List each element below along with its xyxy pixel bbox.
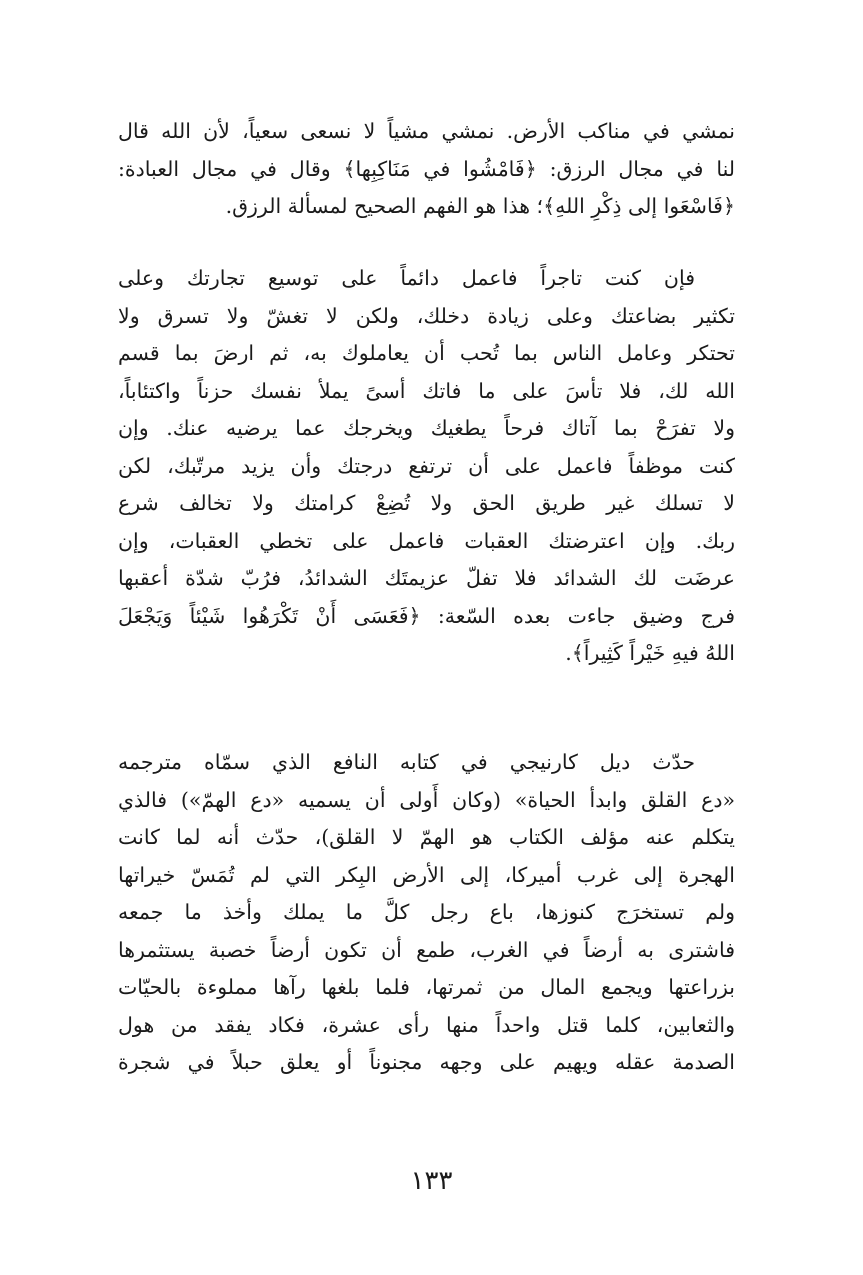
paragraph-line: فرج وضيق جاءت بعده السّعة: ﴿فَعَسَى أَنْ تَكْرَهُوا شَيْئاً وَيَجْعَلَ: [118, 603, 735, 628]
paragraph-line: ولم تستخرَج كنوزها، باع رجل كلَّ ما يملك وأخذ ما جمعه: [118, 900, 735, 924]
paragraph-line: «دع القلق وابدأ الحياة» (وكان أَولى أن يسميه «دع الهمّ») فالذي: [118, 787, 735, 812]
paragraph-line: حدّث ديل كارنيجي في كتابه النافع الذي سمّاه مترجمه: [118, 750, 695, 774]
paragraph-line: كنت موظفاً فاعمل على أن ترتفع درجتك وأن يزيد مرتّبك، لكن: [118, 453, 735, 478]
paragraph-line: لا تسلك غير طريق الحق ولا تُضِعْ كرامتك ولا تخالف شرع: [118, 491, 735, 515]
paragraph-line: تحتكر وعامل الناس بما تُحب أن يعاملوك به، ثم ارضَ بما قسم: [118, 341, 735, 365]
paragraph-line: تكثير بضاعتك وعلى زيادة دخلك، ولكن لا تغشّ ولا تسرق ولا: [118, 303, 735, 328]
page-number: ١٣٣: [410, 1166, 453, 1196]
paragraph-line: ربك. وإن اعترضتك العقبات فاعمل على تخطي العقبات، وإن: [118, 528, 735, 553]
paragraph-line: اللهُ فيهِ خَيْراً كَثِيراً﴾.: [565, 641, 735, 665]
paragraph-line: لنا في مجال الرزق: ﴿فَامْشُوا في مَنَاكِبِها﴾ وقال في مجال العبادة:: [118, 156, 735, 181]
paragraph-line: ﴿فَاسْعَوا إلى ذِكْرِ اللهِ﴾؛ هذا هو الفهم الصحيح لمسألة الرزق.: [225, 194, 735, 218]
paragraph-1: [118, 113, 735, 226]
paragraph-line: الصدمة عقله ويهيم على وجهه مجنوناً أو يعلق حبلاً في شجرة: [118, 1050, 735, 1074]
paragraph-line: نمشي في مناكب الأرض. نمشي مشياً لا نسعى سعياً، لأن الله قال: [118, 119, 735, 143]
paragraph-line: عرضَت لك الشدائد فلا تفلّ عزيمتَك الشدائدُ، فرُبّ شدّة أعقبها: [118, 566, 735, 590]
paragraph-3: [118, 744, 735, 1082]
paragraph-line: يتكلم عنه مؤلف الكتاب هو الهمّ لا القلق)، حدّث أنه لما كانت: [118, 825, 735, 849]
paragraph-line: الله لك، فلا تأسَ على ما فاتك أسىً يملأ نفسك حزناً واكتئاباً،: [118, 378, 735, 403]
paragraph-line: الهجرة إلى غرب أميركا، إلى الأرض البِكر التي لم تُمَسّ خيراتها: [118, 862, 735, 887]
paragraph-line: ولا تفرَحْ بما آتاك فرحاً يطغيك ويخرجك عما يرضيه عنك. وإن: [118, 416, 735, 440]
paragraph-line: فإن كنت تاجراً فاعمل دائماً على توسيع تجارتك وعلى: [118, 266, 695, 290]
paragraph-line: والثعابين، كلما قتل واحداً منها رأى عشرة، فكاد يفقد من هول: [118, 1012, 735, 1037]
paragraph-2: [118, 260, 735, 673]
paragraph-line: فاشترى به أرضاً في الغرب، طمع أن تكون أرضاً خصبة يستثمرها: [118, 937, 735, 962]
paragraph-line: بزراعتها ويجمع المال من ثمرتها، فلما بلغها رآها مملوءة بالحيّات: [118, 975, 735, 999]
